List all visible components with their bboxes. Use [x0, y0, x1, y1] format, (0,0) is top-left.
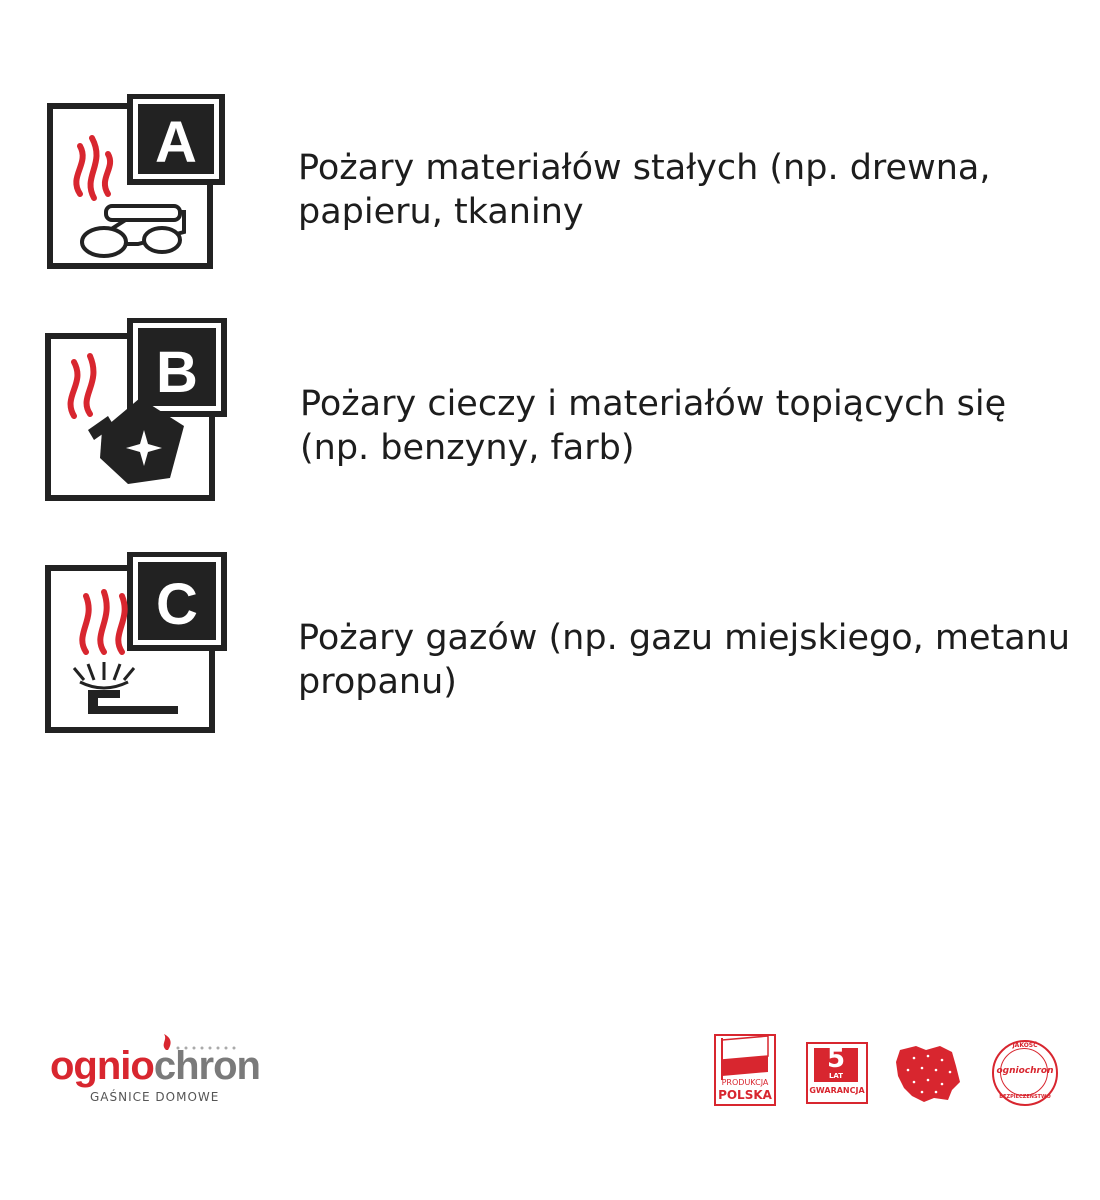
brand-tagline: GAŚNICE DOMOWE [90, 1090, 220, 1104]
brand-name-part1: ognio [50, 1044, 154, 1088]
warranty-unit: LAT [828, 1072, 844, 1080]
description-line: (np. benzyny, farb) [300, 428, 635, 468]
description-line: Pożary materiałów stałych (np. drewna, [298, 148, 991, 188]
seal-brand-text: ogniochron [996, 1066, 1054, 1076]
brand-name-part2: chron [153, 1044, 260, 1088]
class-letter-c: C [156, 572, 198, 637]
badge-line-2: POLSKA [718, 1088, 772, 1102]
fire-class-a-description [298, 146, 1058, 234]
gas-burner-icon [44, 552, 228, 736]
warranty-badge [806, 1042, 868, 1104]
description-line: Pożary cieczy i materiałów topiących się [300, 384, 1007, 424]
ogniochron-logo [50, 1030, 260, 1110]
warranty-number: 5 [826, 1044, 846, 1074]
warranty-label: GWARANCJA [809, 1086, 865, 1095]
description-line: propanu) [298, 662, 457, 702]
produkcja-polska-badge [714, 1034, 776, 1106]
class-letter-b: B [156, 340, 198, 405]
badge-line-1: PRODUKCJA [721, 1078, 769, 1087]
liquid-fuel-canister-icon [44, 318, 228, 504]
fire-class-c-description [298, 616, 1078, 704]
description-line: Pożary gazów (np. gazu miejskiego, metanu [298, 618, 1071, 658]
solid-materials-wood-icon [46, 94, 226, 274]
fire-class-b [44, 318, 1007, 504]
fire-class-a [46, 94, 991, 274]
class-letter-a: A [155, 110, 197, 175]
seal-bottom-text: BEZPIECZEŃSTWO [999, 1094, 1051, 1100]
seal-top-text: JAKOŚĆ [1012, 1042, 1038, 1049]
fire-class-b-description [300, 382, 1060, 470]
description-line: papieru, tkaniny [298, 192, 584, 232]
fire-class-c [44, 552, 1071, 736]
quality-seal-badge [992, 1040, 1058, 1106]
poland-map-icon [894, 1042, 962, 1104]
brand-name [50, 1044, 260, 1089]
